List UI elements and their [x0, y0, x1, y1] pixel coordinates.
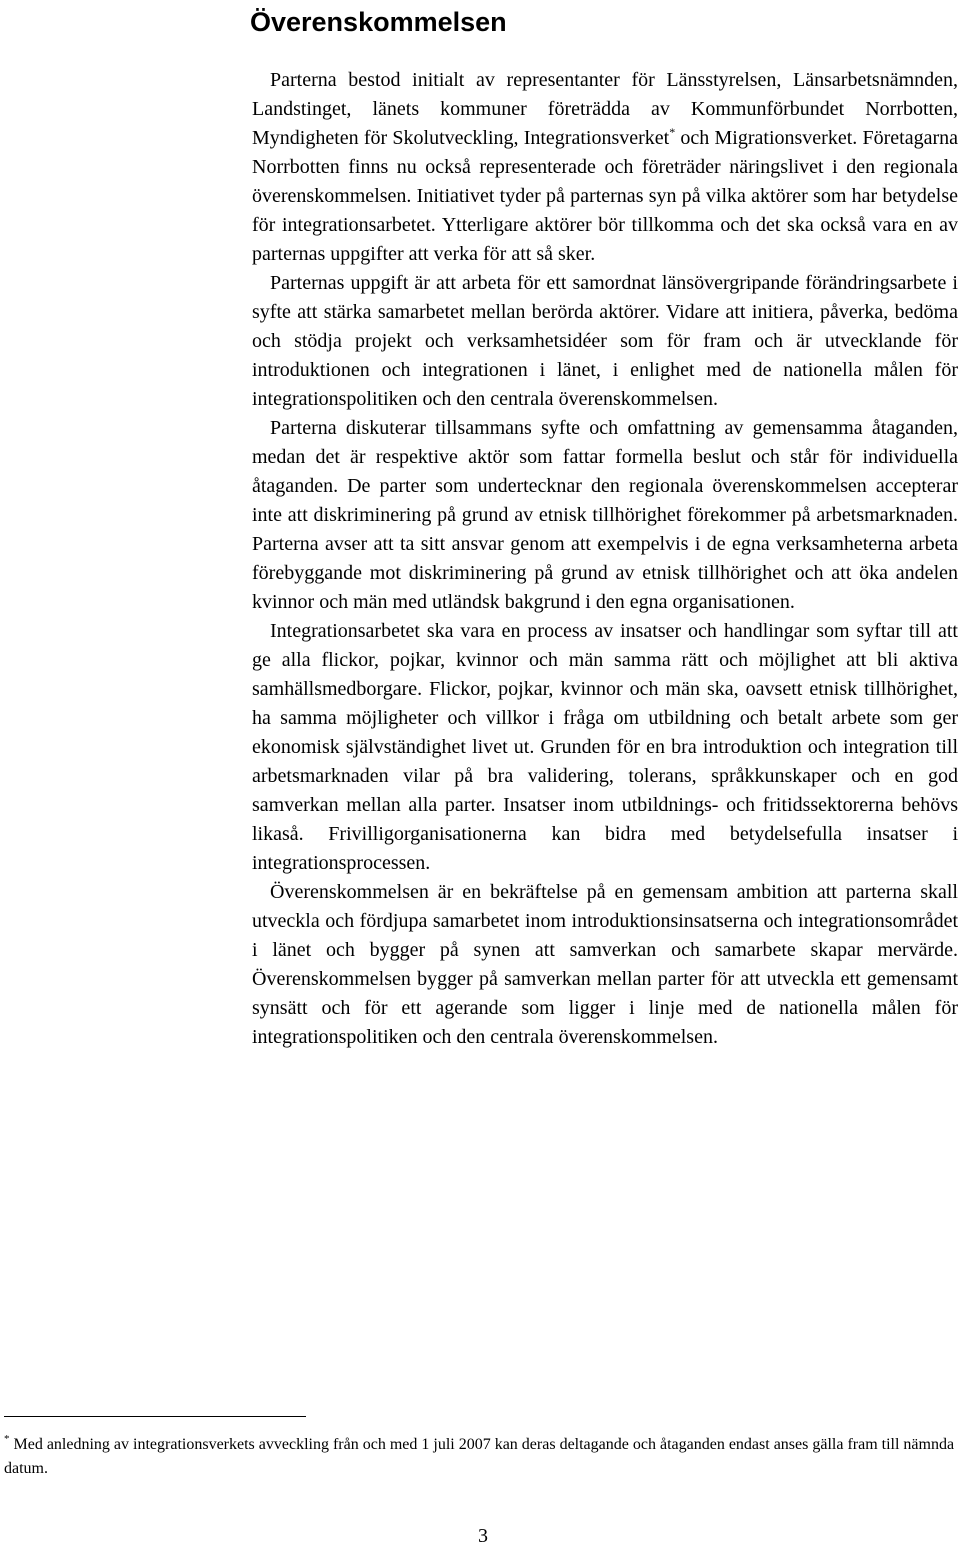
paragraph-3: Parterna diskuterar tillsammans syfte och omfattning av gemensamma åtaganden, medan det är respektive aktör som fattar formella beslut och står för individuella åtaganden. De parter som undertecknar den regionala överenskommelsen accepterar inte att diskriminering på grund av etnisk tillhörighet förekommer på arbetsmarknaden. Parterna avser att ta sitt ansvar genom att exempelvis i de egna verksamheterna arbeta förebyggande mot diskriminering på grund av etnisk tillhörighet och att öka andelen kvinnor och män med utländsk bakgrund i den egna organisationen.: [252, 417, 958, 613]
section-heading: Överenskommelsen: [250, 7, 507, 37]
page-number: 3: [478, 1525, 488, 1547]
paragraph-1-text-start: Parterna bestod initialt av representanter för Länsstyrelsen, Länsarbetsnämnden, Landstinget, länets kommuner företrädda av Kommunförbundet Norrbotten, Myndigheten för Skolutveckling, Integrationsverket: [252, 69, 958, 149]
paragraph-1: [252, 66, 958, 269]
paragraph-1-text-end: och Migrationsverket. Företagarna Norrbotten finns nu också representerade och företräder näringslivet i den regionala överenskommelsen. Initiativet tyder på parternas syn på vilka aktörer som har betydelse för integrationsarbetet. Ytterligare aktörer bör tillkomma och det ska också vara en av parternas uppgifter att verka för att så sker.: [252, 127, 958, 265]
body-text: [252, 66, 958, 1052]
paragraph-4: Integrationsarbetet ska vara en process av insatser och handlingar som syftar till att ge alla flickor, pojkar, kvinnor och män samma rätt och möjlighet att bli aktiva samhällsmedborgare. Flickor, pojkar, kvinnor och män ska, oavsett etnisk tillhörighet, ha samma möjligheter och villkor i fråga om utbildning och betalt arbete som ger ekonomisk självständighet livet ut. Grunden för en bra introduktion och integration till arbetsmarknaden vilar på bra validering, tolerans, språkkunskaper och en god samverkan mellan alla parter. Insatser inom utbildnings- och fritidssektorerna behövs likaså. Frivilligorganisationerna kan bidra med betydelsefulla insatser i integrationsprocessen.: [252, 620, 958, 874]
footnote: [4, 1433, 958, 1481]
footnote-text: Med anledning av integrationsverkets avveckling från och med 1 juli 2007 kan deras deltagande och åtaganden endast anses gälla fram till nämnda datum.: [4, 1436, 955, 1477]
paragraph-2: Parternas uppgift är att arbeta för ett samordnat länsövergripande förändringsarbete i syfte att stärka samarbetet mellan berörda aktörer. Vidare att initiera, påverka, bedöma och stödja projekt och verksamhetsidéer som för fram och är utvecklande för introduktionen och integrationen i länet, i enlighet med de nationella målen för integrationspolitiken och den centrala överenskommelsen.: [252, 272, 958, 410]
footnote-reference: *: [669, 125, 676, 139]
footnote-marker: *: [4, 1433, 10, 1445]
footnote-divider: [4, 1416, 306, 1417]
paragraph-5: Överenskommelsen är en bekräftelse på en gemensam ambition att parterna skall utveckla och fördjupa samarbetet inom introduktionsinsatserna och integrationsområdet i länet och bygger på synen att samverkan och samarbete skapar mervärde. Överenskommelsen bygger på samverkan mellan parter för att utveckla ett gemensamt synsätt och för ett agerande som ligger i linje med de nationella målen för integrationspolitiken och den centrala överenskommelsen.: [252, 881, 958, 1048]
